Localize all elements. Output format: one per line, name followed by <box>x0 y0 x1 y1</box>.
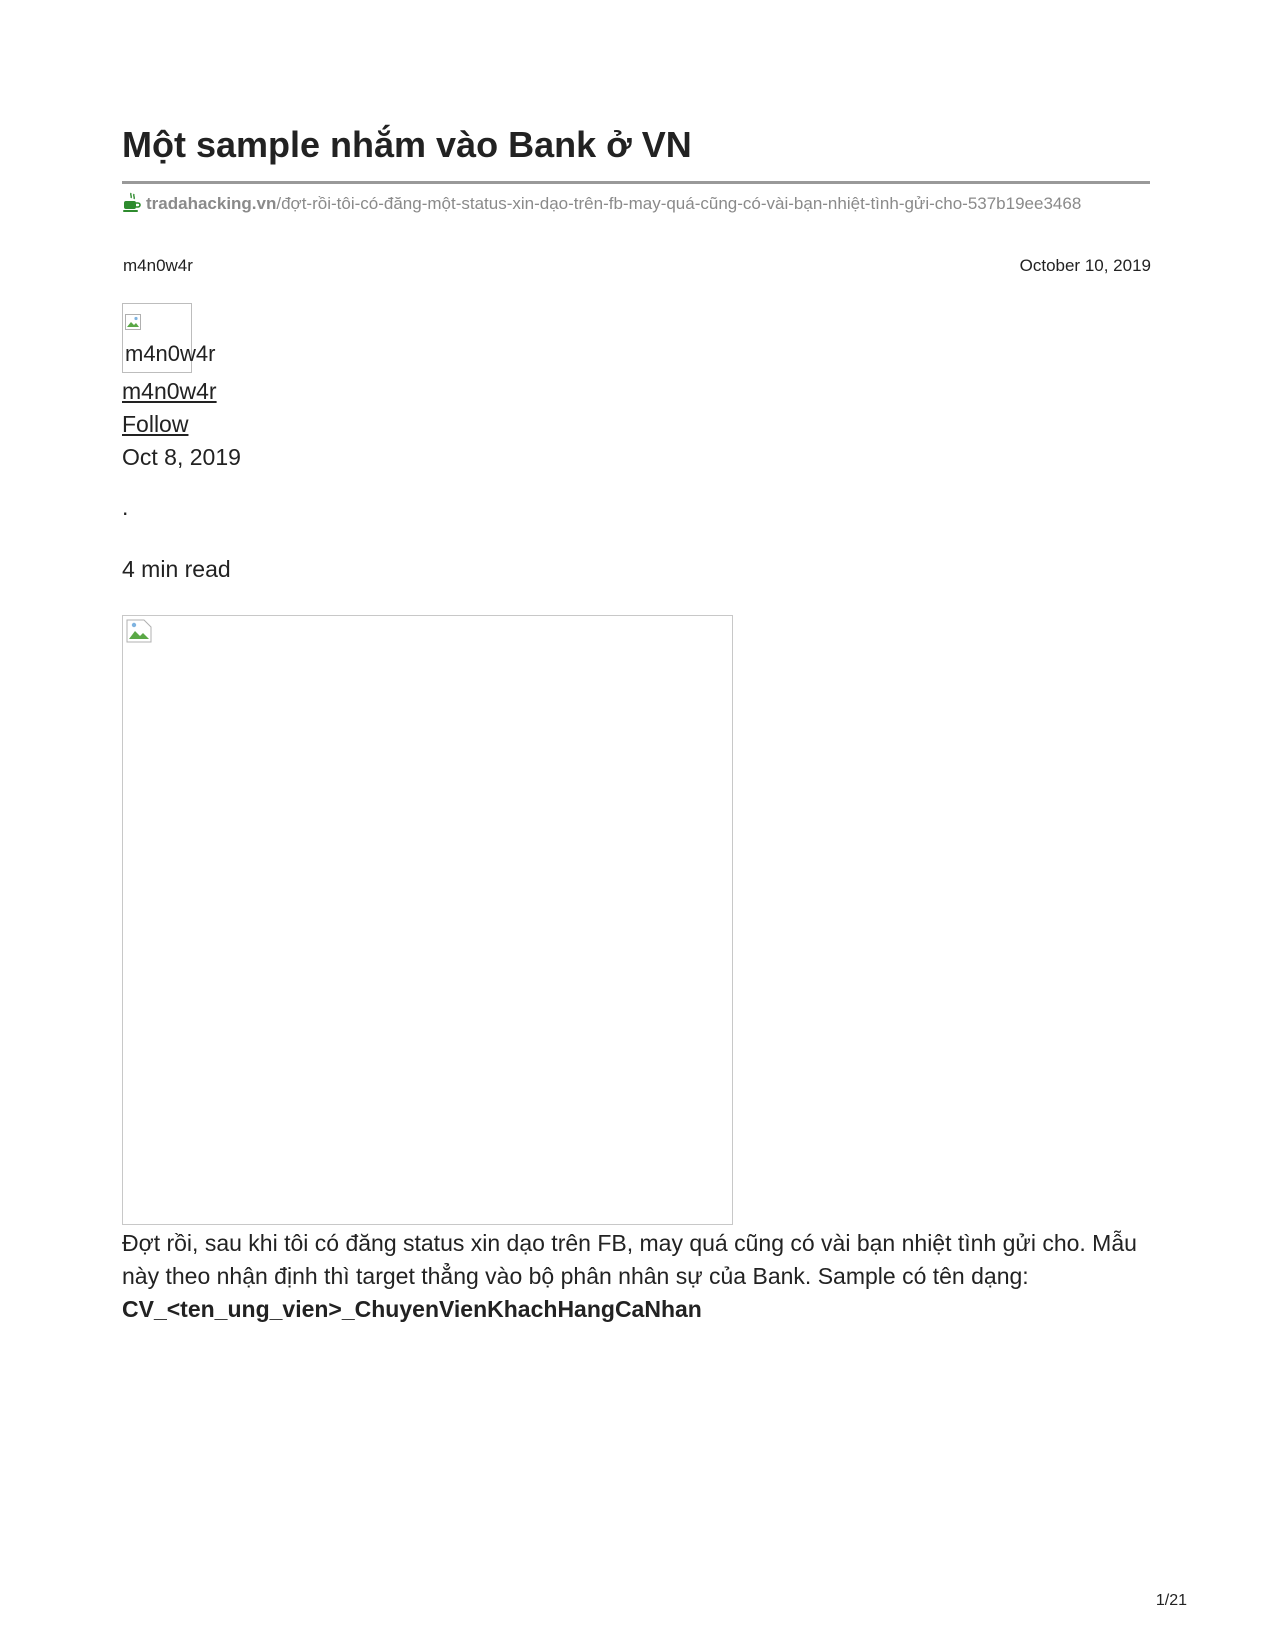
published-date: Oct 8, 2019 <box>122 444 241 470</box>
paragraph-text: Đợt rồi, sau khi tôi có đăng status xin dạo trên FB, may quá cũng có vài bạn nhiệt tình gửi cho. Mẫu này theo nhận định thì target thẳng vào bộ phân nhân sự của Bank. Sample có tên dạng: <box>122 1230 1137 1289</box>
byline <box>122 375 241 474</box>
header-author: m4n0w4r <box>123 256 193 275</box>
follow-link[interactable]: Follow <box>122 411 189 437</box>
header-date: October 10, 2019 <box>1019 256 1151 275</box>
source-path[interactable]: /đợt-rồi-tôi-có-đăng-một-status-xin-dạo-trên-fb-may-quá-cũng-có-vài-bạn-nhiệt-tình-gửi-cho-537b19ee3468 <box>276 194 1082 213</box>
article-paragraph <box>122 1227 1152 1326</box>
source-domain[interactable]: tradahacking.vn <box>146 194 277 213</box>
article-title: Một sample nhắm vào Bank ở VN <box>122 124 692 165</box>
title-divider <box>122 181 1150 184</box>
author-link[interactable]: m4n0w4r <box>122 378 217 404</box>
byline-separator: . <box>122 494 129 520</box>
avatar[interactable] <box>122 303 216 373</box>
page-number: 1/21 <box>1155 1592 1187 1609</box>
source-url[interactable] <box>122 192 1122 216</box>
broken-image-icon <box>126 619 152 643</box>
article-image <box>122 615 733 1225</box>
read-time: 4 min read <box>122 556 231 582</box>
sample-filename: CV_<ten_ung_vien>_ChuyenVienKhachHangCaNhan <box>122 1296 702 1322</box>
avatar-alt-text: m4n0w4r <box>125 341 216 366</box>
broken-image-icon <box>125 314 141 330</box>
coffee-cup-icon <box>122 192 142 214</box>
